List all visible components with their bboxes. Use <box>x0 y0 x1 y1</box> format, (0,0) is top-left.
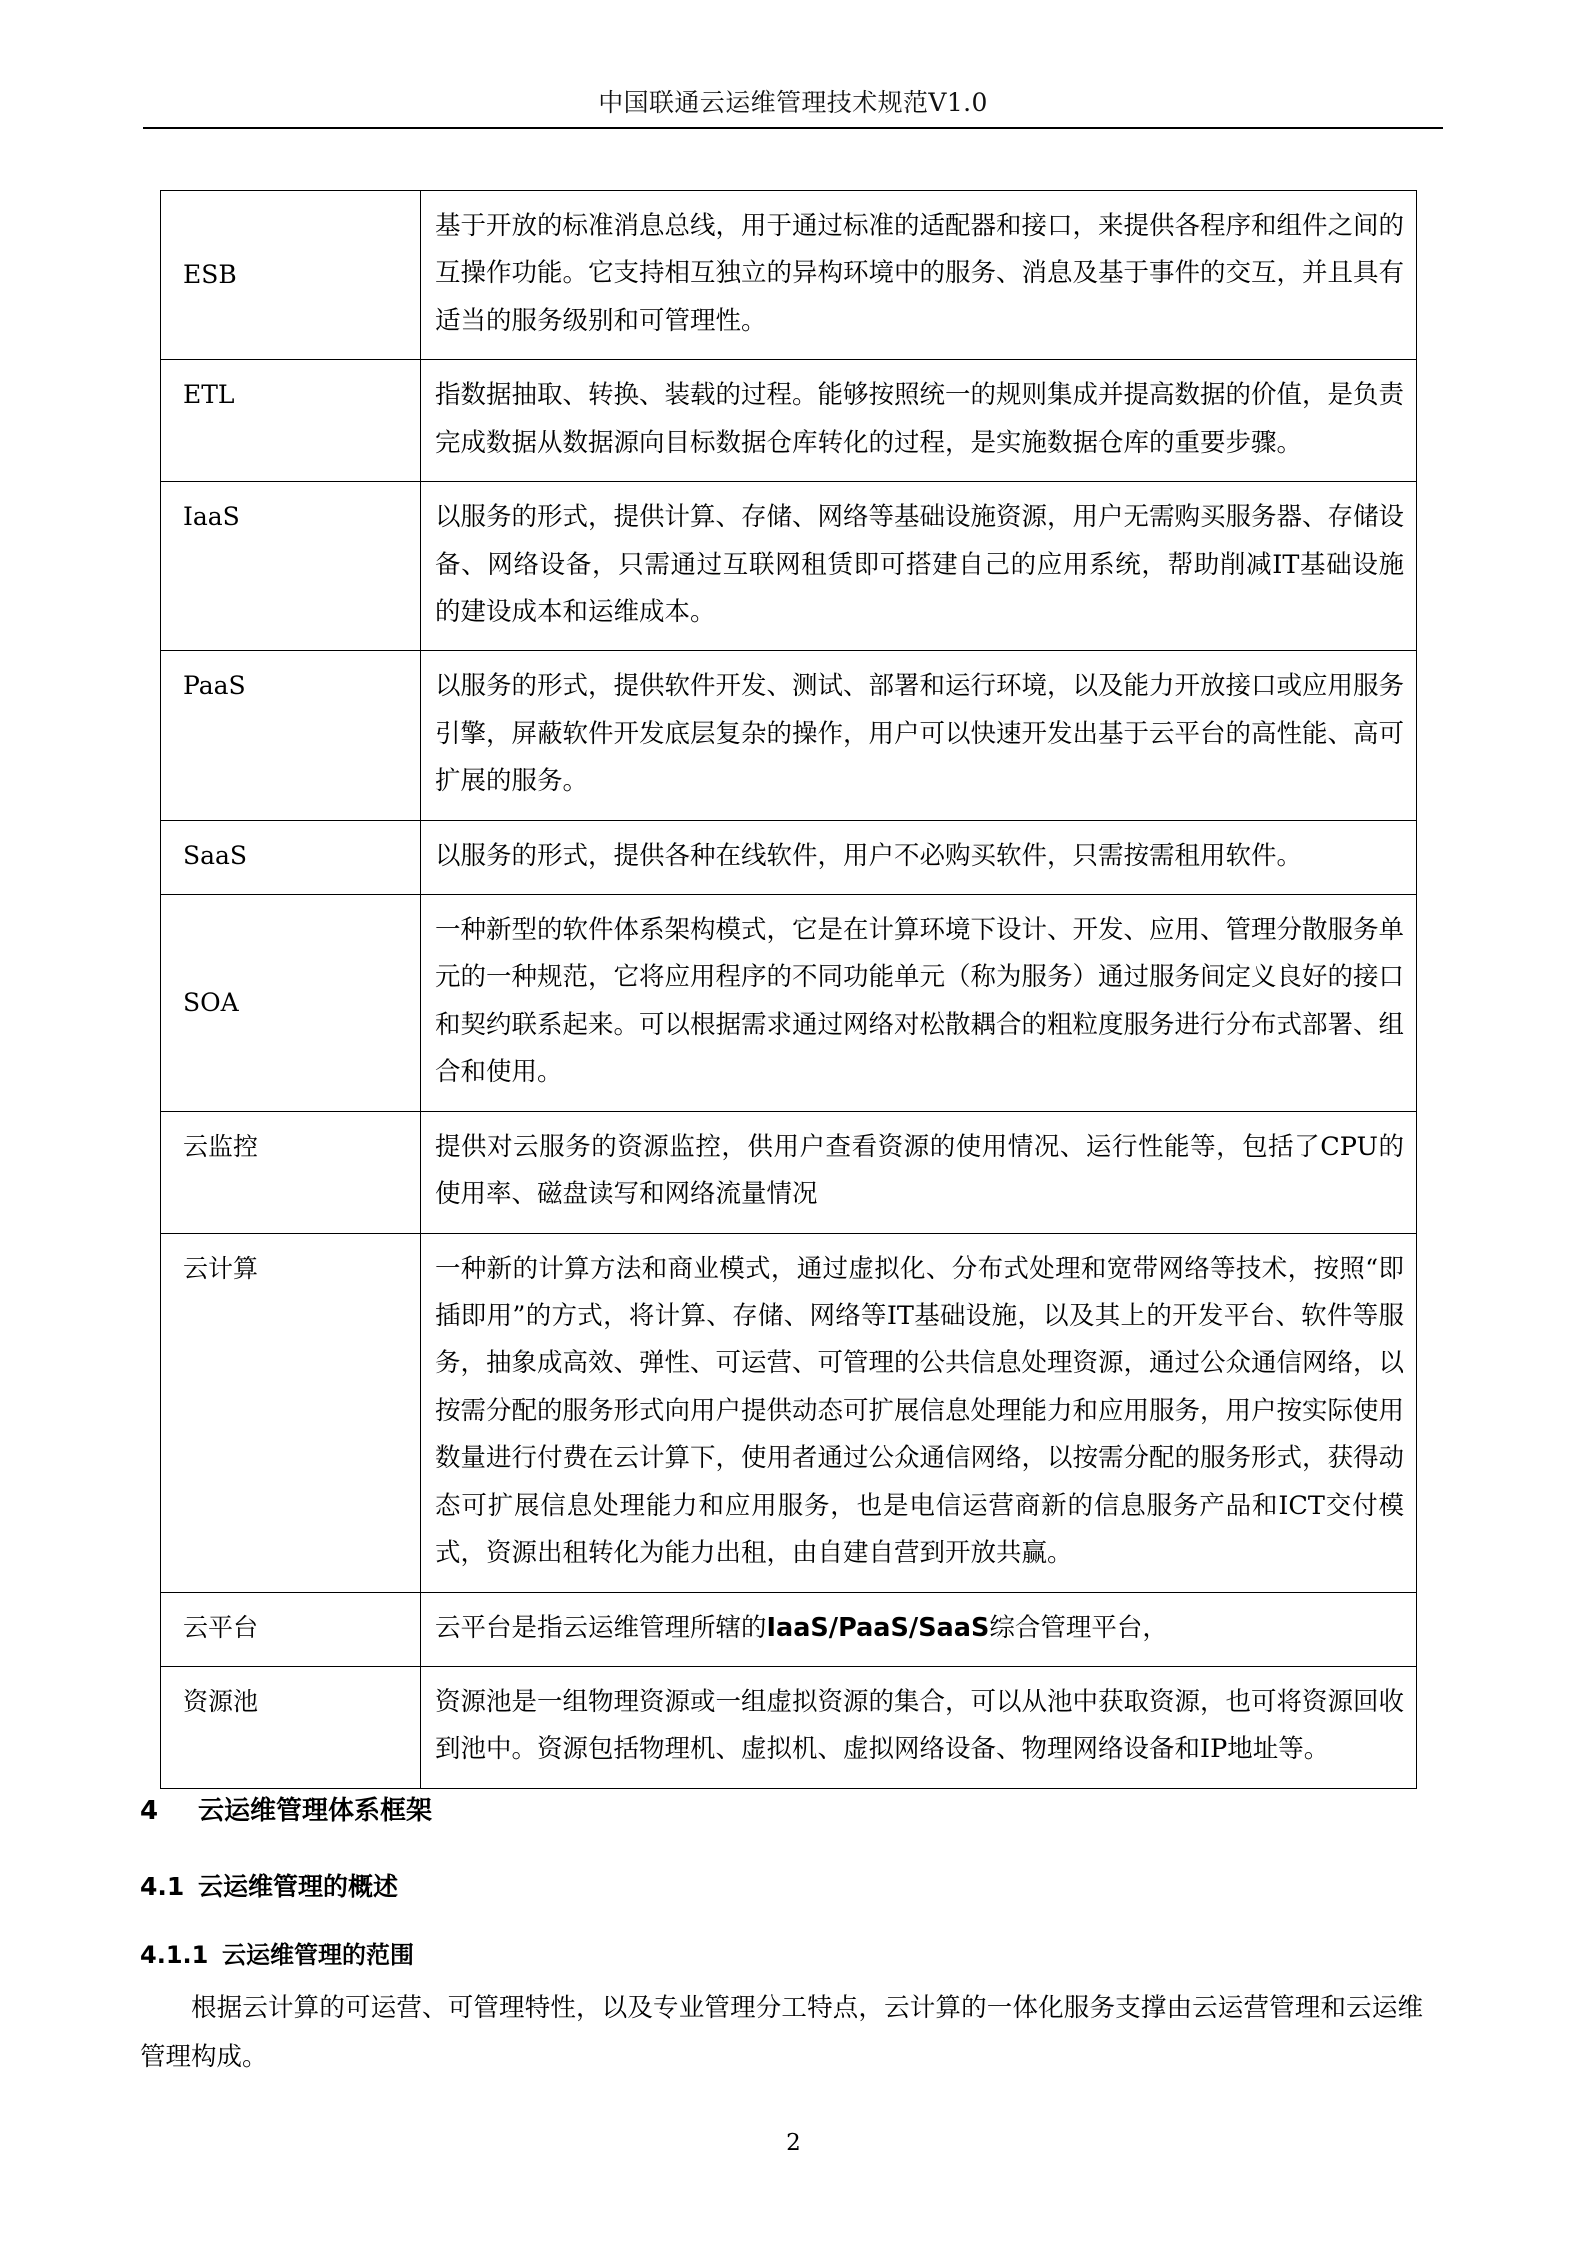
page-number: 2 <box>786 2130 801 2156</box>
glossary-table-body <box>161 191 1417 1789</box>
definition-prefix: 云平台是指云运维管理所辖的 <box>435 1612 767 1643</box>
glossary-definition <box>421 1233 1417 1592</box>
page-header <box>143 88 1443 129</box>
glossary-definition <box>421 1592 1417 1666</box>
section-title: 云运维管理的范围 <box>222 1941 414 1969</box>
definition-text: 基于开放的标准消息总线，用于通过标准的适配器和接口，来提供各程序和组件之间的互操作功能。它支持相互独立的异构环境中的服务、消息及基于事件的交互，并且具有适当的服务级别和可管理性。 <box>435 211 1405 336</box>
table-row <box>161 1111 1417 1233</box>
glossary-definition <box>421 1111 1417 1233</box>
section-number: 4.1.1 <box>140 1941 209 1969</box>
section-title: 云运维管理的概述 <box>198 1872 399 1901</box>
table-row <box>161 895 1417 1112</box>
header-title: 中国联通云运维管理技术规范V1.0 <box>598 88 988 117</box>
glossary-term: SOA <box>161 895 421 1112</box>
definition-text: 一种新的计算方法和商业模式，通过虚拟化、分布式处理和宽带网络等技术，按照“即插即用”的方式，将计算、存储、网络等IT基础设施，以及其上的开发平台、软件等服务，抽象成高效、弹性、可运营、可管理的公共信息处理资源，通过公众通信网络，以按需分配的服务形式向用户提供动态可扩展信息处理能力和应用服务，用户按实际使用数量进行付费在云计算下，使用者通过公众通信网络，以按需分配的服务形式，获得动态可扩展信息处理能力和应用服务，也是电信运营商新的信息服务产品和ICT交付模式，资源出租转化为能力出租，由自建自营到开放共赢。 <box>435 1253 1405 1569</box>
glossary-term: PaaS <box>161 651 421 820</box>
section-number: 4 <box>140 1796 159 1826</box>
glossary-definition <box>421 895 1417 1112</box>
glossary-term: 云监控 <box>161 1111 421 1233</box>
glossary-term: IaaS <box>161 482 421 651</box>
glossary-definition <box>421 1666 1417 1788</box>
glossary-term: SaaS <box>161 820 421 894</box>
section-title: 云运维管理体系框架 <box>198 1796 433 1826</box>
glossary-term: 资源池 <box>161 1666 421 1788</box>
definition-text: 以服务的形式，提供计算、存储、网络等基础设施资源，用户无需购买服务器、存储设备、网络设备，只需通过互联网租赁即可搭建自己的应用系统，帮助削减IT基础设施的建设成本和运维成本。 <box>435 502 1405 627</box>
definition-text: 资源池是一组物理资源或一组虚拟资源的集合，可以从池中获取资源，也可将资源回收到池中。资源包括物理机、虚拟机、虚拟网络设备、物理网络设备和IP地址等。 <box>435 1686 1405 1765</box>
glossary-term: ESB <box>161 191 421 360</box>
definition-emphasis: IaaS/PaaS/SaaS <box>766 1612 990 1643</box>
definition-text: 提供对云服务的资源监控，供用户查看资源的使用情况、运行性能等，包括了CPU的使用率、磁盘读写和网络流量情况 <box>435 1131 1404 1210</box>
table-row <box>161 651 1417 820</box>
glossary-table <box>160 190 1417 1789</box>
glossary-definition <box>421 482 1417 651</box>
glossary-term: ETL <box>161 360 421 482</box>
table-row <box>161 482 1417 651</box>
section-number: 4.1 <box>140 1872 185 1901</box>
glossary-term: 云平台 <box>161 1592 421 1666</box>
glossary-definition <box>421 651 1417 820</box>
glossary-term: 云计算 <box>161 1233 421 1592</box>
table-row <box>161 1666 1417 1788</box>
table-row <box>161 1233 1417 1592</box>
glossary-definition <box>421 820 1417 894</box>
table-row <box>161 1592 1417 1666</box>
glossary-definition <box>421 191 1417 360</box>
header-divider <box>143 127 1443 129</box>
definition-text <box>435 1605 1404 1652</box>
table-row <box>161 820 1417 894</box>
table-row <box>161 191 1417 360</box>
section-heading-level2 <box>140 1867 1440 1903</box>
section-heading-level3 <box>140 1935 1440 1970</box>
body-paragraph: 根据云计算的可运营、可管理特性，以及专业管理分工特点，云计算的一体化服务支撑由云运营管理和云运维管理构成。 <box>140 1993 1423 2072</box>
definition-text: 以服务的形式，提供各种在线软件，用户不必购买软件，只需按需租用软件。 <box>435 840 1303 871</box>
definition-suffix: 综合管理平台， <box>989 1612 1168 1643</box>
definition-text: 一种新型的软件体系架构模式，它是在计算环境下设计、开发、应用、管理分散服务单元的一种规范，它将应用程序的不同功能单元（称为服务）通过服务间定义良好的接口和契约联系起来。可以根据需求通过网络对松散耦合的粗粒度服务进行分布式部署、组合和使用。 <box>435 915 1405 1088</box>
document-body <box>140 1790 1440 2082</box>
section-heading-level1 <box>140 1790 1440 1827</box>
definition-text: 指数据抽取、转换、装载的过程。能够按照统一的规则集成并提高数据的价值，是负责完成数据从数据源向目标数据仓库转化的过程，是实施数据仓库的重要步骤。 <box>435 380 1405 458</box>
table-row <box>161 360 1417 482</box>
glossary-definition <box>421 360 1417 482</box>
definition-text: 以服务的形式，提供软件开发、测试、部署和运行环境，以及能力开放接口或应用服务引擎，屏蔽软件开发底层复杂的操作，用户可以快速开发出基于云平台的高性能、高可扩展的服务。 <box>435 671 1405 797</box>
page-footer <box>0 2130 1587 2156</box>
